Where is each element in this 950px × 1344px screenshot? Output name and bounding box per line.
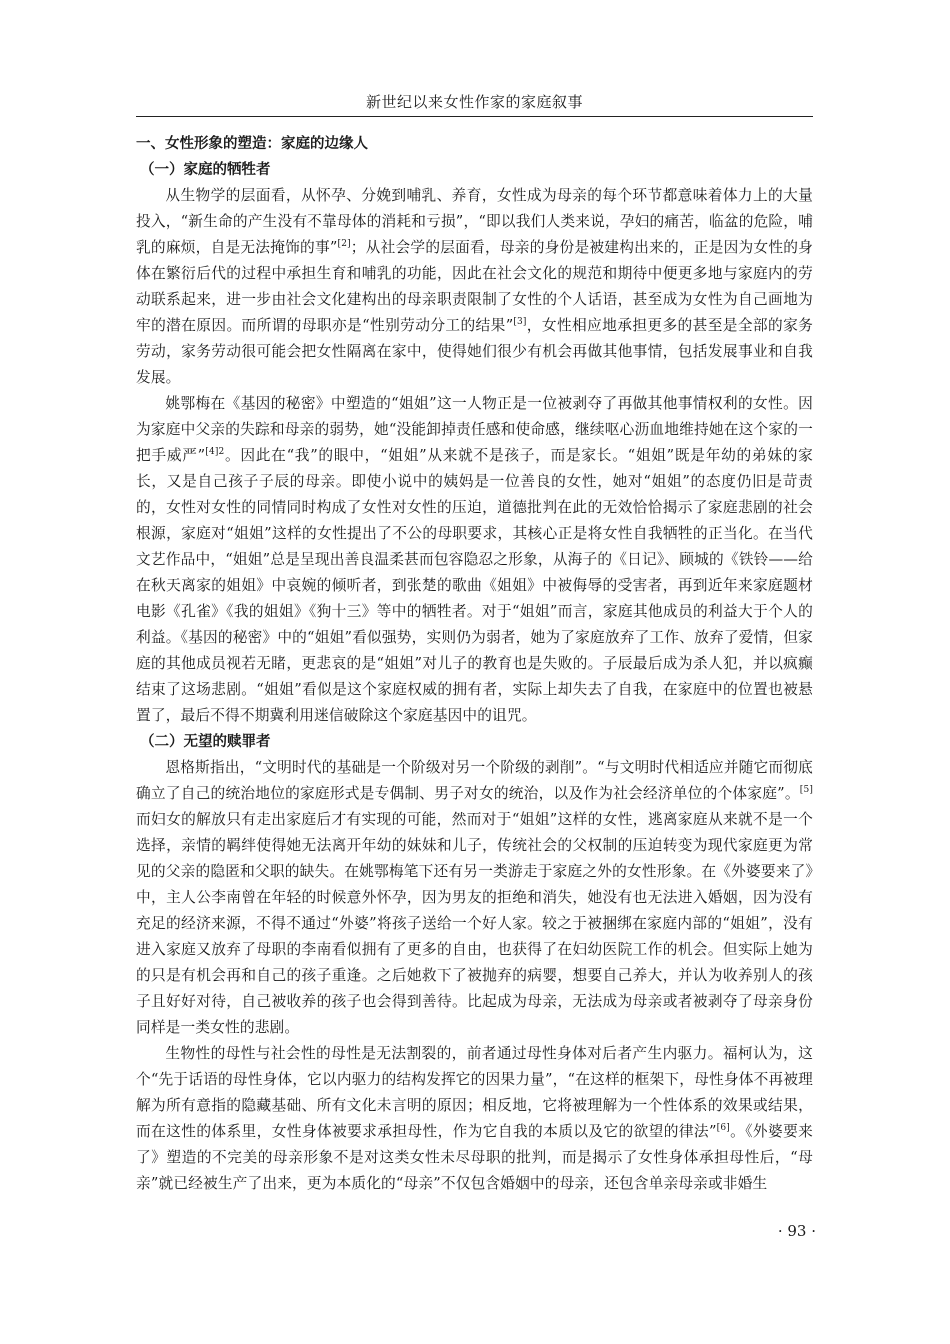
header-rule bbox=[136, 116, 813, 117]
paragraph-text: 而妇女的解放只有走出家庭后才有实现的可能，然而对于“姐姐”这样的女性，逃离家庭从来就不是一个选择，亲情的羁绊使得她无法离开年幼的妹妹和儿子，传统社会的父权制的压迫转变为现代家庭更为常见的父亲的隐匿和父职的缺失。在姚鄂梅笔下还有另一类游走于家庭之外的女性形象。在《外婆要来了》中，主人公李南曾在年轻的时候意外怀孕，因为男友的拒绝和消失，她没有也无法进入婚姻，因为没有充足的经济来源，不得不通过“外婆”将孩子送给一个好人家。较之于被捆绑在家庭内部的“姐姐”，没有进入家庭又放弃了母职的李南看似拥有了更多的自由，也获得了在妇幼医院工作的机会。但实际上她为的只是有机会再和自己的孩子重逢。之后她救下了被抛弃的病婴，想要自己养大，并认为收养别人的孩子且好好对待，自己被收养的孩子也会得到善待。比起成为母亲，无法成为母亲或者被剥夺了母亲身份同样是一类女性的悲剧。 bbox=[136, 811, 813, 1036]
paragraph-text: ，女性相应地承担更多的甚至是全部的家务劳动，家务劳动很可能会把女性隔离在家中，使得她们很少有机会再做其他事情，包括发展事业和自我发展。 bbox=[136, 317, 813, 386]
running-header: 新世纪以来女性作家的家庭叙事 bbox=[365, 93, 583, 111]
citation: [4]2 bbox=[205, 447, 225, 458]
paragraph-text: 生物性的母性与社会性的母性是无法割裂的，前者通过母性身体对后者产生内驱力。福柯认为，这个“先于话语的母性身体，它以内驱力的结构发挥它的因果力量”，“在这样的框架下，母性身体不再被理解为所有意指的隐藏基础、所有文化未言明的原因；相反地，它将被理解为一个性体系的效果或结果，而在这性的体系里，女性身体被要求承担母性，作为它自我的本质以及它的欲望的律法” bbox=[136, 1045, 813, 1140]
paragraph-text: 姚鄂梅在《基因的秘密》中塑造的“姐姐”这一人物正是一位被剥夺了再做其他事情权利的女性。因为家庭中父亲的失踪和母亲的弱势，她“没能卸掉责任感和使命感，继续呕心沥血地维持她在这个家的一把手威严” bbox=[136, 395, 813, 464]
section-heading: 一、女性形象的塑造：家庭的边缘人 bbox=[136, 136, 368, 152]
subsection-title-redeemer: （二）无望的赎罪者 bbox=[140, 733, 271, 750]
article-body bbox=[136, 131, 813, 1197]
citation: [2] bbox=[337, 239, 351, 250]
paragraph-text: 从生物学的层面看，从怀孕、分娩到哺乳、养育，女性成为母亲的每个环节都意味着体力上的大量投入，“新生命的产生没有不靠母体的消耗和亏损”，“即以我们人类来说，孕妇的痛苦，临盆的危险，哺乳的麻烦，自是无法掩饰的事” bbox=[136, 187, 813, 256]
citation: [3] bbox=[513, 317, 527, 328]
paragraph-text: 恩格斯指出，“文明时代的基础是一个阶级对另一个阶级的剥削”。“与文明时代相适应并随它而彻底确立了自己的统治地位的家庭形式是专偶制、男子对女的统治，以及作为社会经济单位的个体家庭”。 bbox=[136, 759, 813, 802]
citation: [5] bbox=[799, 785, 813, 796]
paragraph bbox=[136, 755, 813, 1041]
citation: [6] bbox=[716, 1123, 730, 1134]
paragraph-text: ；从社会学的层面看，母亲的身份是被建构出来的，正是因为女性的身体在繁衍后代的过程中承担生育和哺乳的功能，因此在社会文化的规范和期待中便更多地与家庭内的劳动联系起来，进一步由社会文化建构出的母亲职责限制了女性的个人话语，甚至成为女性为自己画地为牢的潜在原因。而所谓的母职亦是“性别劳动分工的结果” bbox=[136, 239, 814, 334]
paragraph bbox=[136, 391, 813, 729]
paragraph bbox=[136, 183, 813, 391]
subsection-title-victim: （一）家庭的牺牲者 bbox=[140, 161, 271, 178]
paragraph-text: 。因此在“我”的眼中，“姐姐”从来就不是孩子，而是家长。“姐姐”既是年幼的弟妹的家长，又是自己孩子子辰的母亲。即使小说中的姨妈是一位善良的女性，她对“姐姐”的态度仍旧是苛责的，女性对女性的同情同时构成了女性对女性的压迫，道德批判在此的无效恰恰揭示了家庭悲剧的社会根源，家庭对“姐姐”这样的女性提出了不公的母职要求，其核心正是将女性自我牺牲的正当化。在当代文艺作品中，“姐姐”总是呈现出善良温柔甚而包容隐忍之形象，从海子的《日记》、顾城的《铁铃——给在秋天离家的姐姐》中哀婉的倾听者，到张楚的歌曲《姐姐》中被侮辱的受害者，再到近年来家庭题材电影《孔雀》《我的姐姐》《狗十三》等中的牺牲者。对于“姐姐”而言，家庭其他成员的利益大于个人的利益。《基因的秘密》中的“姐姐”看似强势，实则仍为弱者，她为了家庭放弃了工作、放弃了爱情，但家庭的其他成员视若无睹，更悲哀的是“姐姐”对儿子的教育也是失败的。子辰最后成为杀人犯，并以疯癫结束了这场悲剧。“姐姐”看似是这个家庭权威的拥有者，实际上却失去了自我，在家庭中的位置也被悬置了，最后不得不期冀利用迷信破除这个家庭基因中的诅咒。 bbox=[136, 447, 813, 724]
paragraph bbox=[136, 1041, 813, 1197]
page-number: · 93 · bbox=[777, 1222, 816, 1240]
paragraph-text: 。《外婆要来了》塑造的不完美的母亲形象不是对这类女性未尽母职的批判，而是揭示了女性身体承担母性后，“母亲”就已经被生产了出来，更为本质化的“母亲”不仅包含婚姻中的母亲，还包含单亲母亲或非婚生 bbox=[136, 1123, 813, 1192]
